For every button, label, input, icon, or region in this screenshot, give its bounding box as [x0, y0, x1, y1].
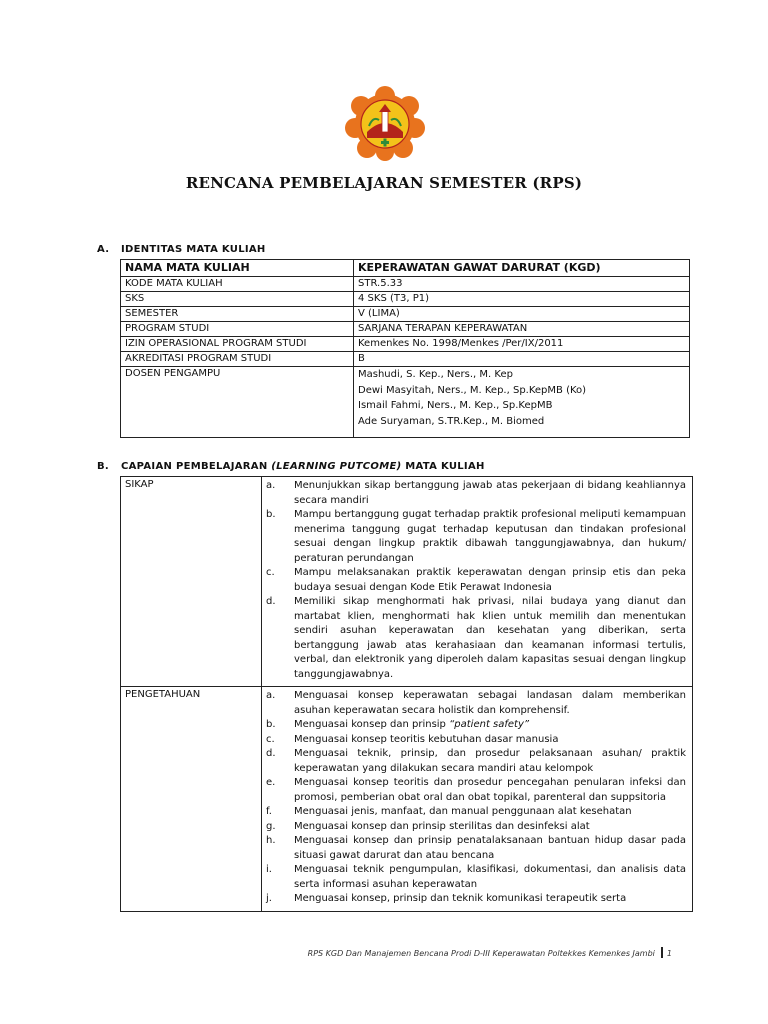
item-text-part: Menguasai konsep dan prinsip	[294, 719, 450, 730]
key-cell: PROGRAM STUDI	[121, 322, 354, 337]
item-text: Menguasai teknik, prinsip, dan prosedur pelaksanaan asuhan/ praktik keperawatan yang dilakukan secara mandiri atau kelompok	[294, 748, 686, 774]
list-item	[266, 733, 686, 748]
list-item	[266, 892, 686, 907]
list-item	[266, 805, 686, 820]
key-cell: AKREDITASI PROGRAM STUDI	[121, 352, 354, 367]
key-cell: SKS	[121, 292, 354, 307]
list-item	[266, 747, 686, 776]
list-item	[266, 689, 686, 718]
table-row	[121, 292, 690, 307]
key-cell: NAMA MATA KULIAH	[121, 260, 354, 277]
key-cell: IZIN OPERASIONAL PROGRAM STUDI	[121, 337, 354, 352]
value-cell: KEPERAWATAN GAWAT DARURAT (KGD)	[354, 260, 690, 277]
item-letter: d.	[266, 748, 276, 759]
section-a-heading	[97, 244, 266, 255]
section-heading-text: MATA KULIAH	[401, 461, 485, 472]
value-cell: SARJANA TERAPAN KEPERAWATAN	[354, 322, 690, 337]
item-letter: j.	[266, 893, 272, 904]
item-text: Mampu bertanggung gugat terhadap praktik profesional meliputi kemampuan menerima tanggung gugat terhadap keputusan dan tindakan profesional sesuai dengan lingkup praktik dibawah tanggungjawabnya, dan hukum/ peraturan perundangan	[294, 509, 686, 564]
page-footer	[308, 947, 672, 958]
lecturer-name: Ade Suryaman, S.TR.Kep., M. Biomed	[358, 415, 545, 427]
list-item	[266, 863, 686, 892]
lecturer-list	[354, 367, 690, 438]
table-row	[121, 352, 690, 367]
item-letter: c.	[266, 567, 275, 578]
table-row	[121, 277, 690, 292]
value-cell: STR.5.33	[354, 277, 690, 292]
list-item	[266, 834, 686, 863]
item-text: Menguasai konsep dan prinsip penatalaksanaan bantuan hidup dasar pada situasi gawat darurat dan atau bencana	[294, 835, 686, 861]
item-letter: a.	[266, 480, 276, 491]
section-letter: A.	[97, 244, 110, 255]
item-text: Menguasai jenis, manfaat, dan manual penggunaan alat kesehatan	[294, 806, 632, 817]
item-text: Menguasai konsep teoritis kebutuhan dasar manusia	[294, 733, 559, 745]
item-text: Mampu melaksanakan praktik keperawatan dengan prinsip etis dan peka budaya sesuai dengan Kode Etik Perawat Indonesia	[294, 567, 686, 593]
value-cell: 4 SKS (T3, P1)	[354, 292, 690, 307]
table-row	[121, 322, 690, 337]
item-text: Menguasai konsep, prinsip dan teknik komunikasi terapeutik serta	[294, 893, 627, 904]
lecturer-name: Ismail Fahmi, Ners., M. Kep., Sp.KepMB	[358, 400, 553, 411]
item-text: Menguasai konsep keperawatan sebagai landasan dalam memberikan asuhan keperawatan secara holistik dan komprehensif.	[294, 690, 686, 716]
table-row	[121, 337, 690, 352]
key-cell: DOSEN PENGAMPU	[121, 367, 354, 438]
list-item	[266, 508, 686, 566]
item-text	[294, 718, 686, 733]
item-letter: b.	[266, 719, 276, 730]
table-row	[121, 307, 690, 322]
outcome-items-cell	[262, 687, 693, 912]
key-cell: KODE MATA KULIAH	[121, 277, 354, 292]
value-cell: Kemenkes No. 1998/Menkes /Per/IX/2011	[354, 337, 690, 352]
item-letter: d.	[266, 596, 276, 607]
section-heading-text: CAPAIAN PEMBELAJARAN	[121, 461, 272, 472]
item-text: Menguasai konsep dan prinsip sterilitas dan desinfeksi alat	[294, 820, 590, 832]
section-letter: B.	[97, 461, 110, 472]
lecturer-name: Mashudi, S. Kep., Ners., M. Kep	[358, 369, 513, 380]
table-header-row	[121, 260, 690, 277]
list-item	[266, 820, 686, 835]
item-text-italic: “patient safety”	[449, 719, 530, 730]
section-heading-text: IDENTITAS MATA KULIAH	[121, 244, 266, 255]
list-item	[266, 566, 686, 595]
outcome-items-cell	[262, 477, 693, 687]
table-row	[121, 687, 693, 912]
item-letter: e.	[266, 777, 276, 788]
item-letter: a.	[266, 690, 276, 701]
list-item	[266, 595, 686, 682]
identity-table	[120, 259, 690, 438]
item-letter: g.	[266, 820, 276, 832]
table-row	[121, 477, 693, 687]
category-cell: SIKAP	[121, 477, 262, 687]
section-heading-italic: (LEARNING PUTCOME)	[271, 461, 402, 472]
document-title: RENCANA PEMBELAJARAN SEMESTER (RPS)	[185, 174, 583, 192]
value-cell: B	[354, 352, 690, 367]
footer-divider	[661, 947, 663, 958]
item-text: Menunjukkan sikap bertanggung jawab atas pekerjaan di bidang keahliannya secara mandiri	[294, 480, 686, 506]
list-item	[266, 479, 686, 508]
item-text: Memiliki sikap menghormati hak privasi, nilai budaya yang dianut dan martabat klien, menghormati hak klien untuk memilih dan menentukan sendiri asuhan keperawatan dan kesehatan yang diberikan, serta bertanggung jawab atas kerahasiaan dan keamanan informasi tertulis, verbal, dan elektronik yang diperoleh dalam kapasitas sesuai dengan lingkup tanggungjawabnya.	[294, 596, 686, 680]
list-item	[266, 718, 686, 733]
lecturer-name: Dewi Masyitah, Ners., M. Kep., Sp.KepMB (Ko)	[358, 384, 587, 396]
item-text: Menguasai teknik pengumpulan, klasifikasi, dokumentasi, dan analisis data serta informasi asuhan keperawatan	[294, 864, 686, 890]
category-cell: PENGETAHUAN	[121, 687, 262, 912]
list-item	[266, 776, 686, 805]
item-letter: c.	[266, 733, 275, 745]
item-text: Menguasai konsep teoritis dan prosedur pencegahan penularan infeksi dan promosi, pemberian obat oral dan obat topikal, parenteral dan suppsitoria	[294, 777, 686, 803]
table-row	[121, 367, 690, 438]
item-letter: h.	[266, 835, 276, 846]
item-letter: f.	[266, 806, 272, 817]
item-letter: b.	[266, 509, 276, 520]
item-letter: i.	[266, 864, 272, 875]
page-number: 1	[666, 949, 672, 958]
section-b-heading	[97, 461, 485, 472]
footer-text: RPS KGD Dan Manajemen Bencana Prodi D-III Keperawatan Poltekkes Kemenkes Jambi	[307, 949, 655, 958]
value-cell: V (LIMA)	[354, 307, 690, 322]
key-cell: SEMESTER	[121, 307, 354, 322]
learning-outcome-table	[120, 476, 693, 912]
institution-seal-icon	[343, 86, 427, 162]
